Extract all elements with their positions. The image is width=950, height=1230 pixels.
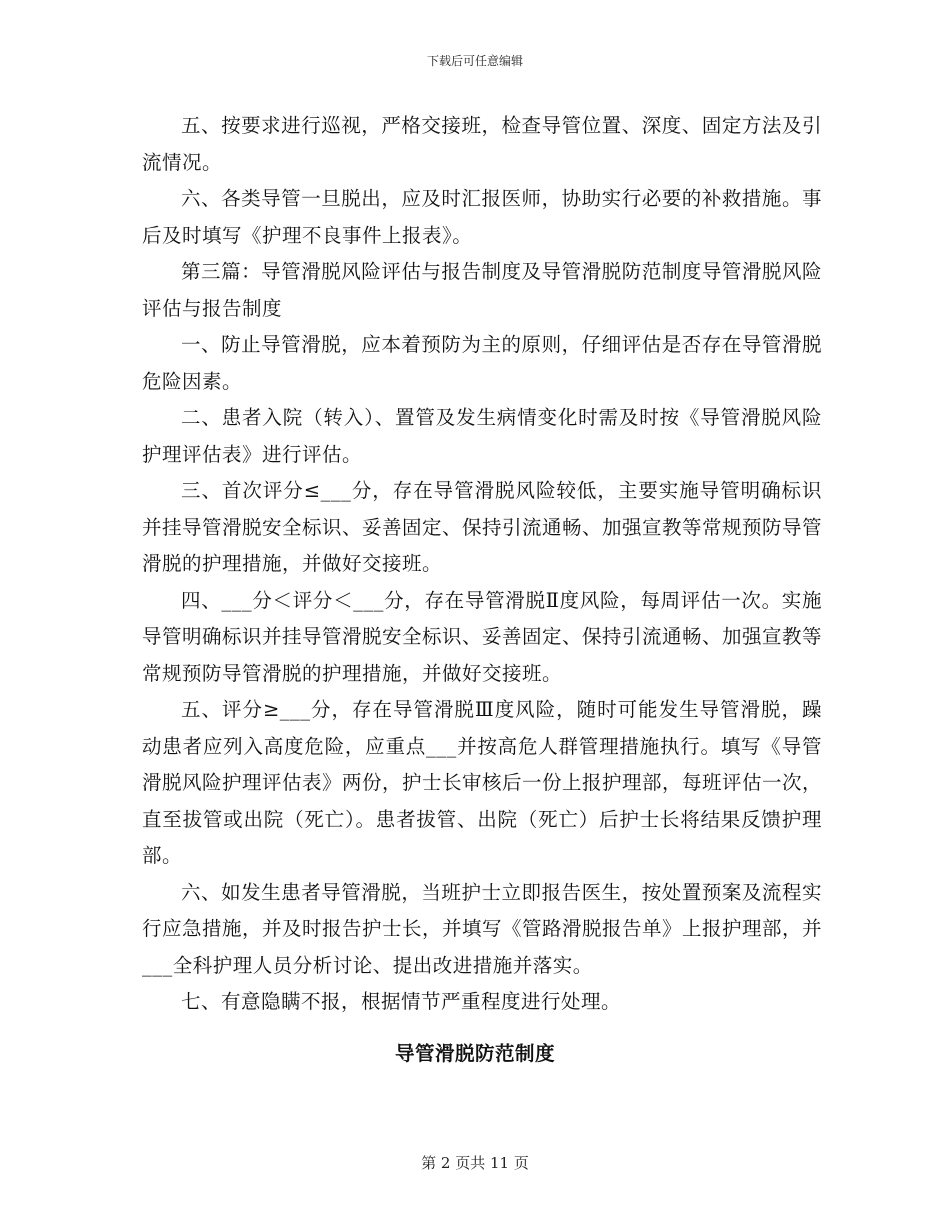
document-body <box>142 108 822 1021</box>
paragraph-inspection: 五、按要求进行巡视，严格交接班，检查导管位置、深度、固定方法及引流情况。 <box>142 114 822 174</box>
paragraph-rule-2: 二、患者入院（转入）、置管及发生病情变化时需及时按《导管滑脱风险护理评估表》进行评估。 <box>142 406 822 466</box>
paragraph-rule-3: 三、首次评分≤___分，存在导管滑脱风险较低，主要实施导管明确标识并挂导管滑脱安全标识、妥善固定、保持引流通畅、加强宣教等常规预防导管滑脱的护理措施，并做好交接班。 <box>142 479 823 575</box>
paragraph-rule-1: 一、防止导管滑脱，应本着预防为主的原则，仔细评估是否存在导管滑脱危险因素。 <box>142 333 822 393</box>
paragraph-rule-6: 六、如发生患者导管滑脱，当班护士立即报告医生，按处置预案及流程实行应急措施，并及时报告护士长，并填写《管路滑脱报告单》上报护理部，并___全科护理人员分析讨论、提出改进措施并落实。 <box>142 880 823 977</box>
paragraph-rule-5: 五、评分≥___分，存在导管滑脱Ⅲ度风险，随时可能发生导管滑脱，躁动患者应列入高度危险，应重点___并按高危人群管理措施执行。填写《导管滑脱风险护理评估表》两份，护士长审核后一份上报护理部，每班评估一次，直至拔管或出院（死亡）。患者拔管、出院（死亡）后护士长将结果反馈护理部。 <box>142 698 823 867</box>
paragraph-rule-4: 四、___分＜评分＜___分，存在导管滑脱Ⅱ度风险，每周评估一次。实施导管明确标识并挂导管滑脱安全标识、妥善固定、保持引流通畅、加强宣教等常规预防导管滑脱的护理措施，并做好交接班。 <box>142 588 823 685</box>
section-heading: 导管滑脱防范制度 <box>394 1042 555 1065</box>
paragraph-dislodgement-response: 六、各类导管一旦脱出，应及时汇报医师，协助实行必要的补救措施。事后及时填写《护理不良事件上报表》。 <box>142 187 822 247</box>
paragraph-chapter-three-title: 第三篇：导管滑脱风险评估与报告制度及导管滑脱防范制度导管滑脱风险评估与报告制度 <box>142 260 822 320</box>
page-header-note: 下载后可任意编辑 <box>426 54 523 68</box>
paragraph-rule-7: 七、有意隐瞒不报，根据情节严重程度进行处理。 <box>181 990 622 1013</box>
page-number: 第 2 页共 11 页 <box>421 1154 529 1172</box>
